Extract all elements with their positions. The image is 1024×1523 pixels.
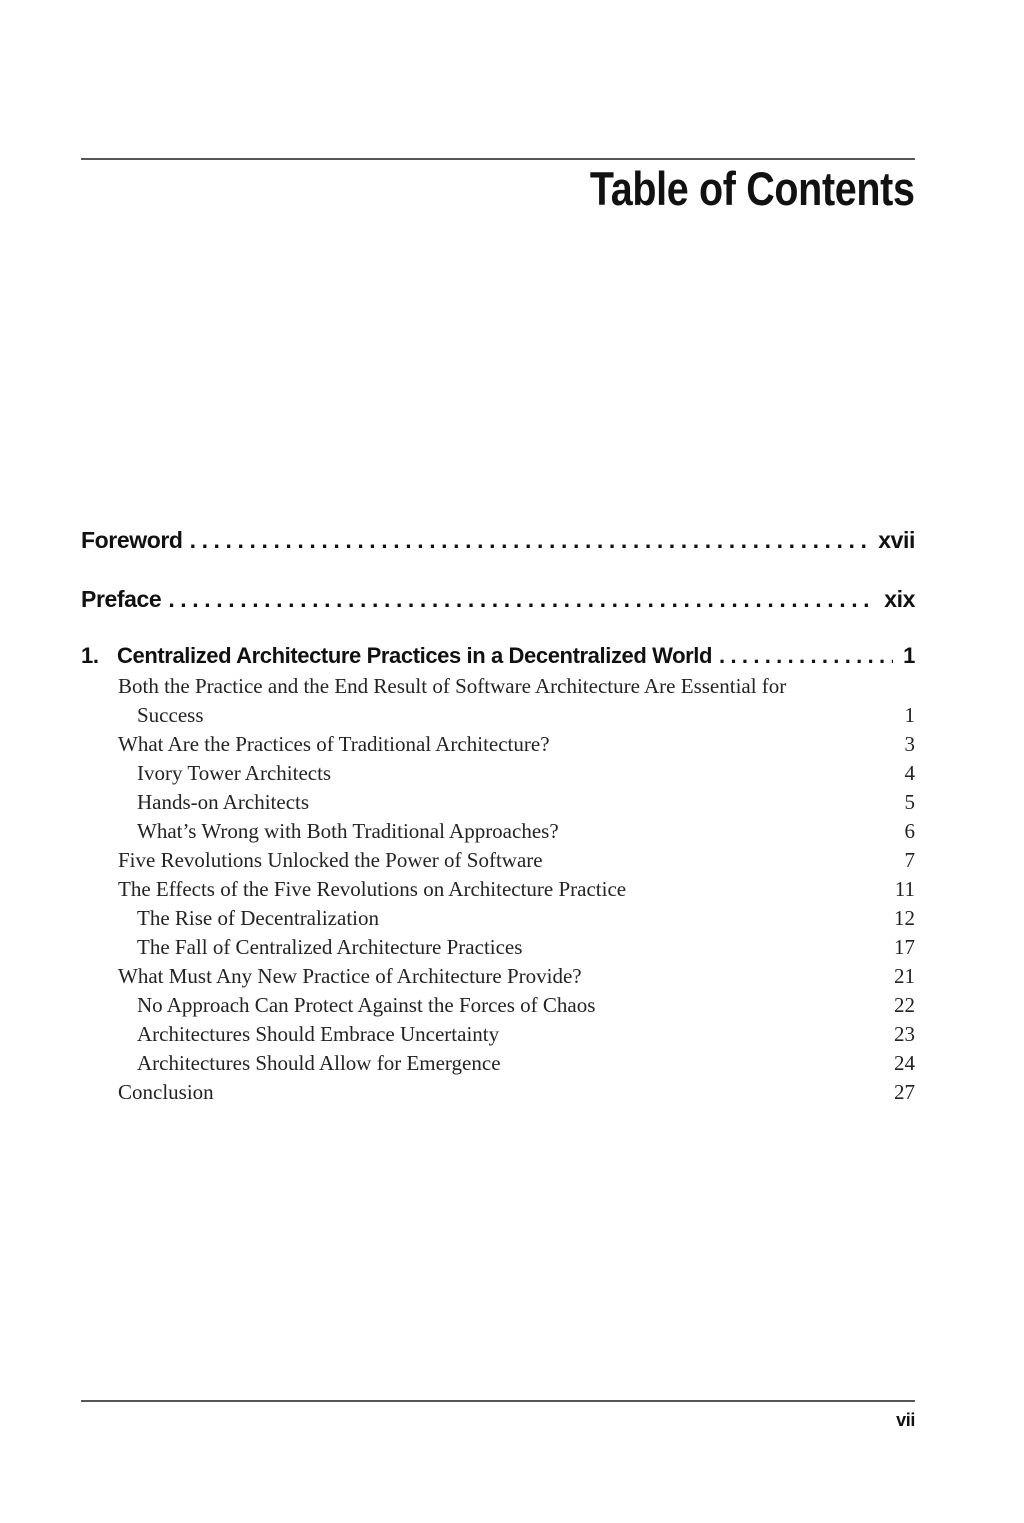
chapter-page: 1 bbox=[903, 643, 915, 668]
header-rule bbox=[81, 158, 915, 160]
dot-leader bbox=[168, 585, 874, 613]
toc-entry-page: 24 bbox=[894, 1051, 915, 1075]
toc-entry-page: 7 bbox=[904, 848, 915, 872]
dot-leader bbox=[190, 526, 869, 554]
toc-entry-label: What’s Wrong with Both Traditional Approaches? bbox=[137, 819, 559, 843]
toc-entry-page: 21 bbox=[894, 964, 915, 988]
toc-entry bbox=[81, 1020, 915, 1049]
toc-entry-label: Ivory Tower Architects bbox=[137, 761, 332, 785]
toc-entry-page: 1 bbox=[904, 703, 915, 727]
toc-entry-page: 3 bbox=[904, 732, 915, 756]
toc-entry bbox=[81, 1049, 915, 1078]
chapter-number: 1. bbox=[81, 643, 99, 668]
chapter-1-block bbox=[81, 641, 915, 1107]
toc-entry-label: The Rise of Decentralization bbox=[137, 906, 379, 930]
toc-entry-page: xvii bbox=[878, 527, 915, 553]
toc-entry-label: What Are the Practices of Traditional Architecture? bbox=[118, 732, 550, 756]
page-folio: vii bbox=[896, 1410, 915, 1430]
toc-entry bbox=[81, 991, 915, 1020]
toc-entry bbox=[81, 817, 915, 846]
toc-entry-page: 12 bbox=[894, 906, 915, 930]
toc-entry bbox=[81, 962, 915, 991]
toc-entry-label: The Fall of Centralized Architecture Practices bbox=[137, 935, 523, 959]
page-title: Table of Contents bbox=[590, 162, 915, 215]
toc-entry-label: What Must Any New Practice of Architecture Provide? bbox=[118, 964, 582, 988]
dot-leader bbox=[719, 641, 893, 671]
toc-entry-preface bbox=[81, 585, 915, 613]
toc-entry-page: 22 bbox=[894, 993, 915, 1017]
toc-entry bbox=[81, 933, 915, 962]
toc-entry bbox=[81, 759, 915, 788]
toc-entry-page: 4 bbox=[904, 761, 915, 785]
toc-entry-page: 11 bbox=[894, 877, 915, 901]
toc-entry bbox=[81, 904, 915, 933]
toc-entry bbox=[81, 846, 915, 875]
chapter-entries-list bbox=[81, 672, 915, 1107]
front-matter-list bbox=[81, 526, 915, 613]
toc-entry-page: 27 bbox=[894, 1080, 915, 1104]
toc-entry-label: The Effects of the Five Revolutions on Architecture Practice bbox=[118, 877, 627, 901]
toc-entry-label: Five Revolutions Unlocked the Power of Software bbox=[118, 848, 543, 872]
toc-entry-page: 6 bbox=[904, 819, 915, 843]
toc-entry bbox=[81, 672, 915, 730]
toc-entry-label: Foreword bbox=[81, 527, 183, 553]
toc-entry-label: Hands-on Architects bbox=[137, 790, 310, 814]
chapter-heading-row bbox=[81, 641, 915, 671]
toc-entry-label: Architectures Should Embrace Uncertainty bbox=[137, 1022, 500, 1046]
toc-entry-page: 23 bbox=[894, 1022, 915, 1046]
toc-entry-label: Architectures Should Allow for Emergence bbox=[137, 1051, 501, 1075]
toc-entry bbox=[81, 788, 915, 817]
toc-entry-label: No Approach Can Protect Against the Forces of Chaos bbox=[137, 993, 596, 1017]
footer-rule bbox=[81, 1400, 915, 1402]
toc-entry-label: Preface bbox=[81, 586, 162, 612]
toc-entry bbox=[81, 1078, 915, 1107]
toc-entry-page: 5 bbox=[904, 790, 915, 814]
toc-entry-label: Conclusion bbox=[118, 1080, 214, 1104]
toc-entry-page: xix bbox=[884, 586, 915, 612]
toc-entry bbox=[81, 875, 915, 904]
toc-entry-page: 17 bbox=[894, 935, 915, 959]
toc-entry bbox=[81, 730, 915, 759]
chapter-title: Centralized Architecture Practices in a Decentralized World bbox=[117, 643, 713, 668]
toc-entry-label: Both the Practice and the End Result of Software Architecture Are Essential for Success bbox=[118, 674, 787, 727]
toc-entry-foreword bbox=[81, 526, 915, 554]
